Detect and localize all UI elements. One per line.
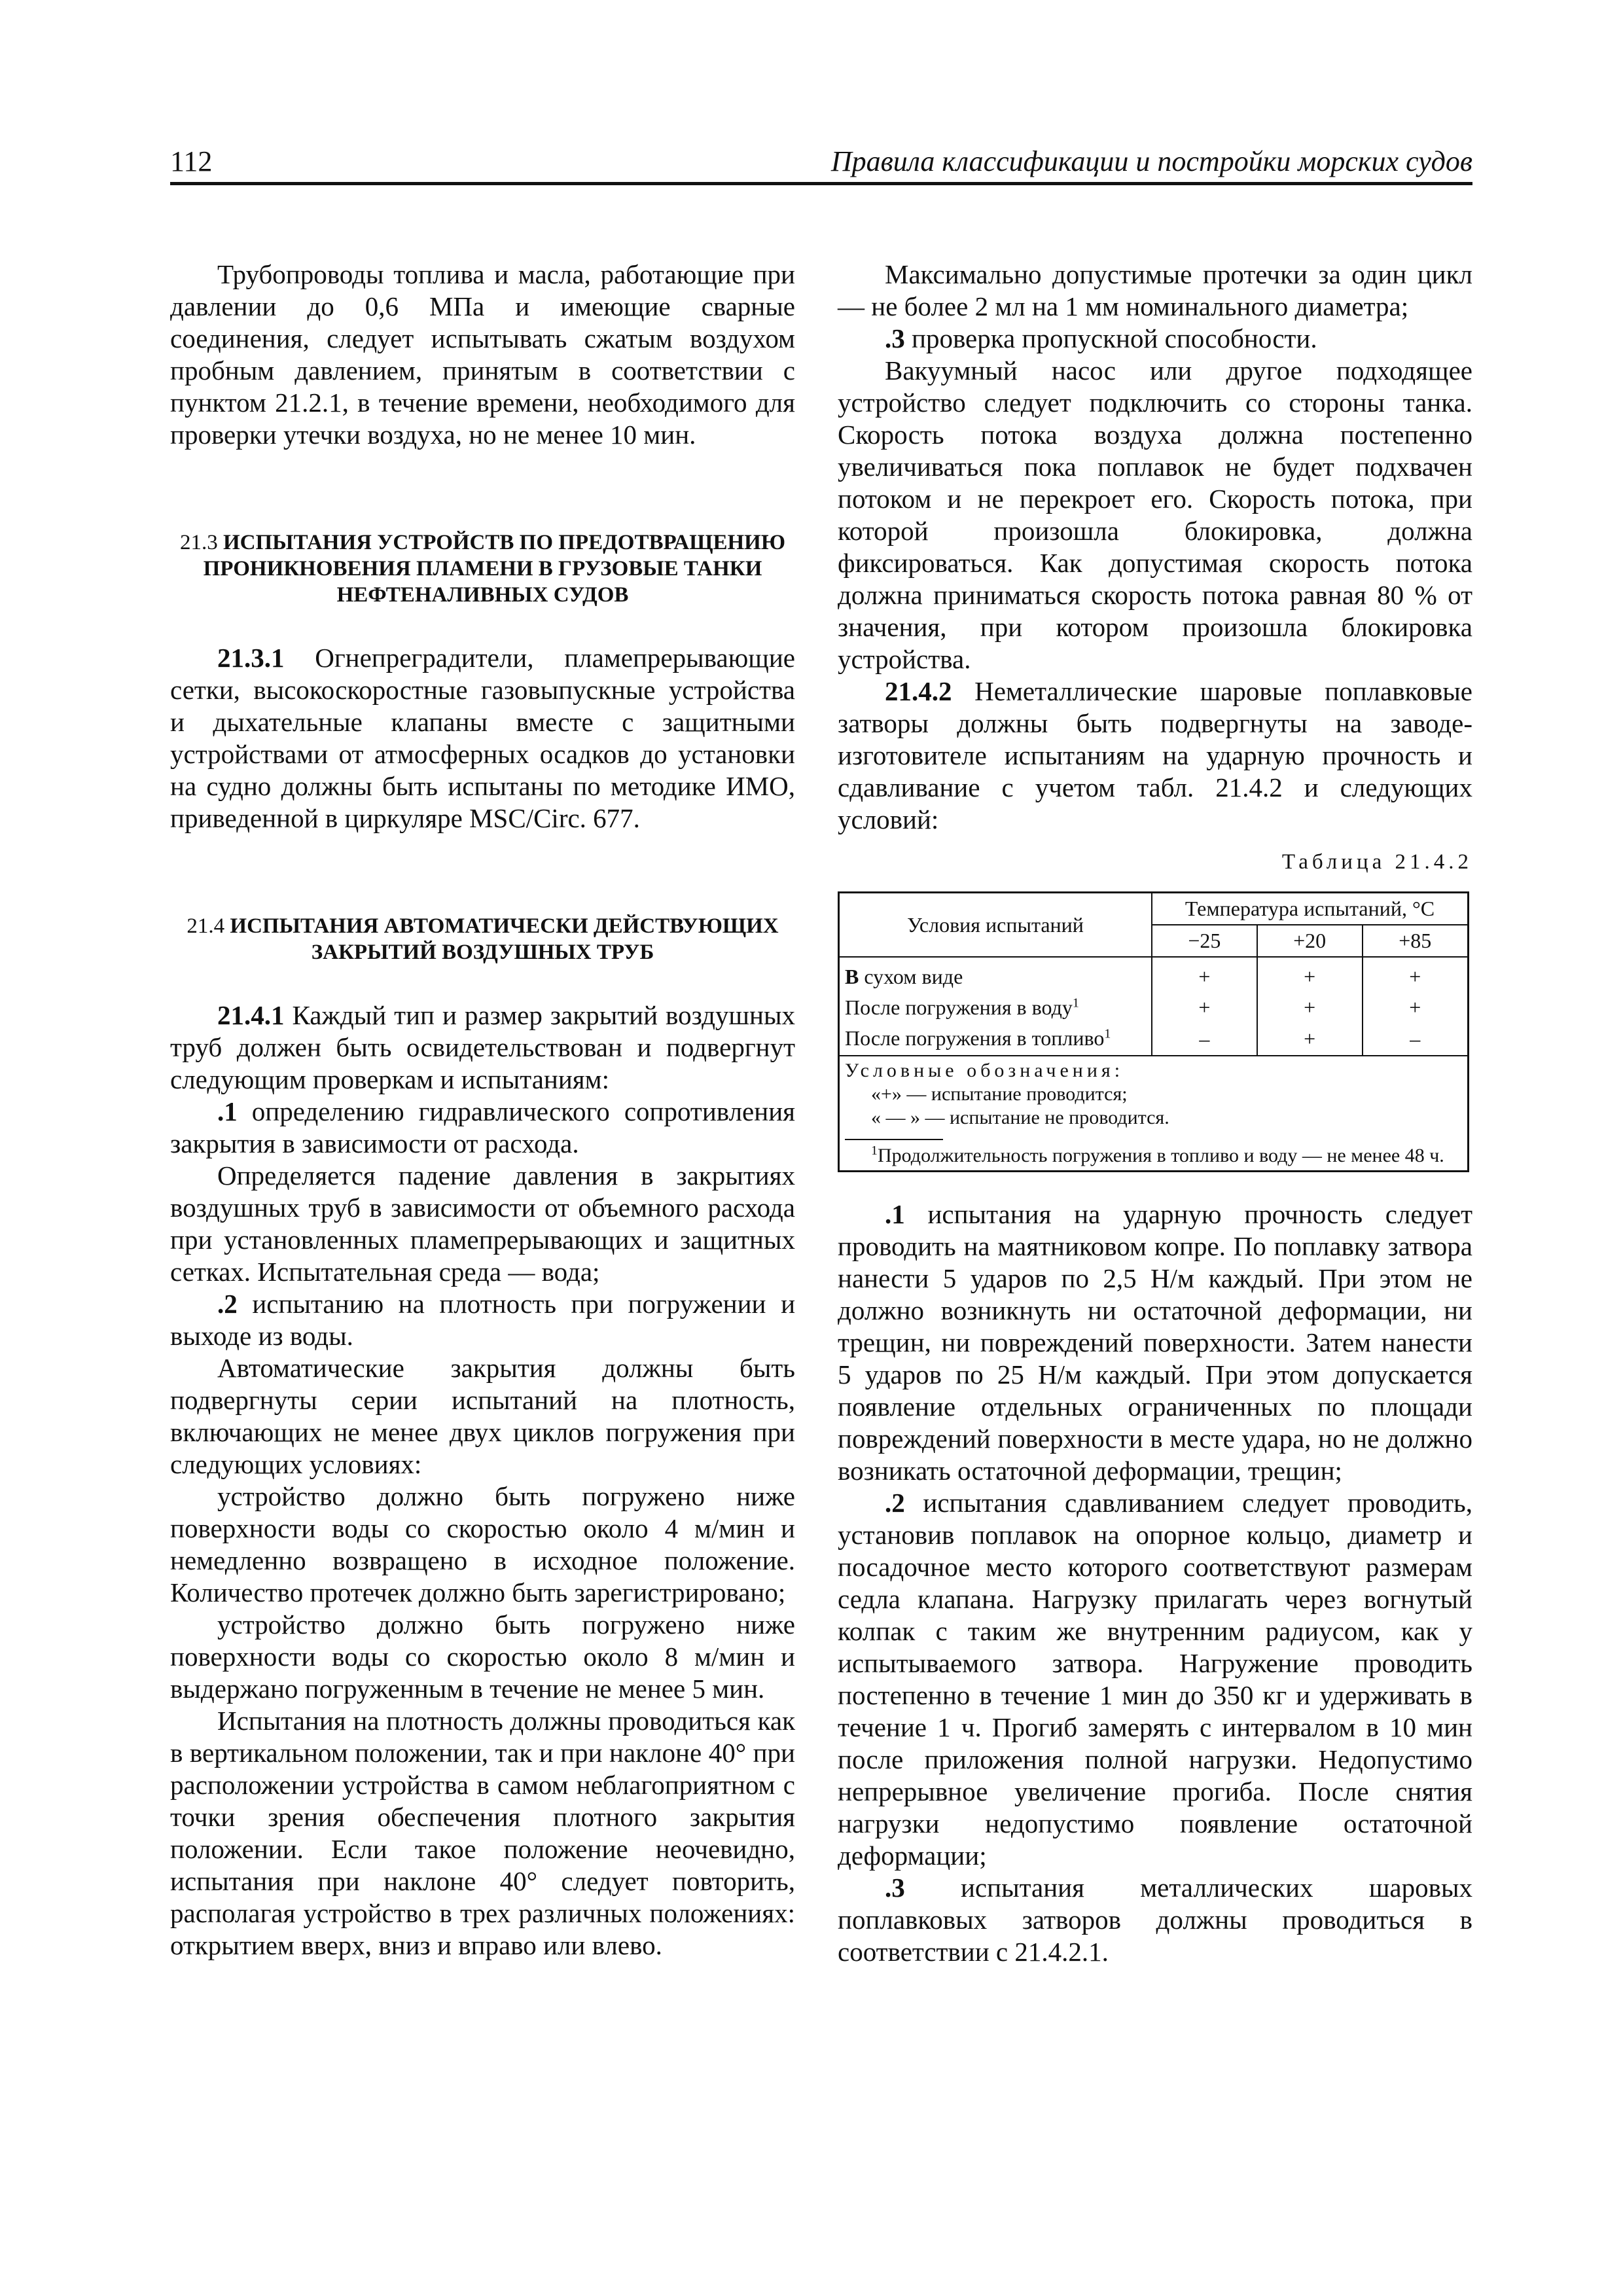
paragraph-21-3-1 (170, 642, 795, 834)
row-label-text: После погружения в воду (845, 996, 1073, 1019)
item-number: .1 (217, 1096, 238, 1126)
item-number: .1 (885, 1199, 905, 1229)
item-impact (838, 1198, 1472, 1487)
paragraph-flow: Определяется падение давления в закрытиях воздушных труб в зависимости от объемного расхода при установленных пламепрерывающих и защитных сетках. Испытательная среда — вода; (170, 1160, 795, 1287)
item-text: испытания сдавливанием следует проводить, установив поплавок на опорное кольцо, диаметр и посадочное место которого соответствуют размерам седла клапана. Нагрузку прилагать через вогнутый колпак с таким же внутренним радиусом, как у испытываемого затвора. Нагружение проводить постепенно в течение 1 мин до 350 кг и удерживать в течение 1 ч. Прогиб замерять с интервалом в 10 мин после приложения полной нагрузки. Недопустимо непрерывное увеличение прогиба. После снятия нагрузки недопустимо появление остаточной деформации; (838, 1488, 1472, 1871)
paragraph-21-4-2 (838, 675, 1472, 836)
cell: – (1152, 1023, 1257, 1056)
row-label-text: После погружения в топливо (845, 1026, 1105, 1050)
clause-number: 21.4.1 (217, 1000, 285, 1030)
page-header (170, 143, 1472, 185)
temp-col-3: +85 (1363, 925, 1469, 957)
cell: + (1363, 992, 1469, 1023)
table-legend (839, 1056, 1469, 1172)
item-number: .2 (217, 1289, 238, 1319)
running-title: Правила классификации и постройки морских судов (830, 145, 1472, 177)
paragraph-vacuum: Вакуумный насос или другое подходящее устройство следует подключить со стороны танка. Скорость потока воздуха должна постепенно увеличиваться пока поплавок не будет подхвачен потоком и не перекроет его. Скорость потока, при которой произошла блокировка, должна фиксироваться. Как допустимая скорость потока должна приниматься скорость потока равная 80 % от значения, при котором произошла блокировка устройства. (838, 355, 1472, 674)
paragraph-device-1: устройство должно быть погружено ниже поверхности воды со скоростью около 4 м/мин и немедленно возвращено в исходное положение. Количество протечек должно быть зарегистрировано; (170, 1481, 795, 1607)
paragraph-21-4-1 (170, 999, 795, 1096)
section-title: ИСПЫТАНИЯ УСТРОЙСТВ ПО ПРЕДОТВРАЩЕНИЮ ПРОНИКНОВЕНИЯ ПЛАМЕНИ В ГРУЗОВЫЕ ТАНКИ НЕФТЕНАЛИВНЫХ СУДОВ (203, 531, 785, 607)
section-title: ИСПЫТАНИЯ АВТОМАТИЧЕСКИ ДЕЙСТВУЮЩИХ ЗАКРЫТИЙ ВОЗДУШНЫХ ТРУБ (230, 914, 779, 964)
left-column (170, 259, 795, 1962)
cell: + (1152, 957, 1257, 992)
test-conditions-table (838, 891, 1469, 1172)
spacer (838, 1172, 1472, 1198)
table-footnote (845, 1144, 1462, 1168)
item-3 (838, 323, 1472, 355)
table-caption: Таблица 21.4.2 (1281, 850, 1472, 874)
item-text: испытания на ударную прочность следует проводить на маятниковом копре. По поплавку затвора нанести 5 ударов по 2,5 Н/м каждый. При этом не должно возникнуть ни остаточной деформации, ни трещин, ни повреждений поверхности. Затем нанести 5 ударов по 25 Н/м каждый. При этом допускается появление отдельных ограниченных по площади повреждений поверхности в месте удара, но не должно возникать остаточной деформации, трещин; (838, 1199, 1473, 1486)
item-text: испытания металлических шаровых поплавковых затворов должны проводиться в соответствии с 21.4.2.1. (838, 1873, 1472, 1967)
item-1 (170, 1096, 795, 1160)
item-number: .3 (885, 323, 905, 353)
section-number: 21.4 (187, 914, 225, 938)
clause-number: 21.3.1 (217, 643, 285, 673)
paragraph-device-2: устройство должно быть погружено ниже поверхности воды со скоростью около 8 м/мин и выдержано погруженным в течение не менее 5 мин. (170, 1609, 795, 1704)
cell: – (1363, 1023, 1469, 1056)
footnote-rule (845, 1139, 943, 1140)
temp-col-1: −25 (1152, 925, 1257, 957)
table-legend-row (839, 1056, 1469, 1172)
header-conditions: Условия испытаний (839, 893, 1152, 958)
page-number: 112 (170, 145, 213, 177)
paragraph-leak: Максимально допустимые протечки за один цикл — не более 2 мл на 1 мм номинального диаметра; (838, 259, 1472, 321)
clause-text: Огнепреградители, пламепрерывающие сетки, высокоскоростные газовыпускные устройства и дыхательные клапаны вместе с защитными устройствами от атмосферных осадков до установки на судно должны быть испытаны по методике ИМО, приведенной в циркуляре MSC/Circ. 677. (170, 643, 795, 833)
cell: + (1152, 992, 1257, 1023)
paragraph-tightness: Испытания на плотность должны проводиться как в вертикальном положении, так и при наклоне 40° при расположении устройства в самом неблагоприятном с точки зрения обеспечения плотного закрытия положении. Если такое положение неочевидно, испытания при наклоне 40° следует повторить, располагая устройство в трех различных положениях: открытием вверх, вниз и вправо или влево. (170, 1706, 795, 1960)
row-label (839, 992, 1152, 1023)
legend-plus: «+» — испытание проводится; (871, 1083, 1128, 1105)
footnote-text: Продолжительность погружения в топливо и воду — не менее 48 ч. (878, 1145, 1444, 1166)
cell: + (1257, 992, 1363, 1023)
cell: + (1257, 1023, 1363, 1056)
table-header-row (839, 893, 1469, 925)
item-compression (838, 1487, 1472, 1872)
footnote-marker: 1 (1104, 1026, 1111, 1041)
item-number: .2 (885, 1488, 905, 1518)
row-label: В сухом виде (839, 957, 1152, 992)
footnote-marker: 1 (1072, 996, 1079, 1011)
item-text: испытанию на плотность при погружении и выходе из воды. (170, 1289, 796, 1351)
section-heading-21-4 (170, 913, 795, 965)
cell: + (1257, 957, 1363, 992)
item-metal-floats (838, 1872, 1472, 1968)
section-heading-21-3 (170, 529, 795, 608)
row-label-rest: сухом виде (859, 965, 963, 988)
paragraph-auto: Автоматические закрытия должны быть подвергнуты серии испытаний на плотность, включающих не менее двух циклов погружения при следующих условиях: (170, 1353, 795, 1479)
header-temperature: Температура испытаний, °С (1152, 893, 1469, 925)
item-2 (170, 1288, 795, 1352)
paragraph-pipelines: Трубопроводы топлива и масла, работающие при давлении до 0,6 МПа и имеющие сварные соединения, следует испытывать сжатым воздухом пробным давлением, принятым в соответствии с пунктом 21.2.1, в течение времени, необходимого для проверки утечки воздуха, но не менее 10 мин. (170, 259, 795, 450)
temp-col-2: +20 (1257, 925, 1363, 957)
clause-text: Неметаллические шаровые поплавковые затворы должны быть подвергнуты на заводе-изготовителе испытаниям на ударную прочность и сдавливание с учетом табл. 21.4.2 и следующих условий: (838, 676, 1472, 834)
table-row (839, 957, 1469, 992)
cell: + (1363, 957, 1469, 992)
section-number: 21.3 (180, 531, 218, 554)
legend-minus: « — » — испытание не проводится. (871, 1107, 1169, 1128)
table-row (839, 992, 1469, 1023)
clause-text: Каждый тип и размер закрытий воздушных труб должен быть освидетельствован и подвергнут следующим проверкам и испытаниям: (170, 1000, 795, 1094)
legend-title: Условные обозначения: (845, 1060, 1124, 1081)
item-number: .3 (885, 1873, 905, 1903)
footnote-marker: 1 (871, 1143, 878, 1158)
table-row (839, 1023, 1469, 1056)
row-label (839, 1023, 1152, 1056)
item-text: определению гидравлического сопротивления закрытия в зависимости от расхода. (170, 1096, 795, 1158)
item-text: проверка пропускной способности. (912, 323, 1317, 353)
right-column (838, 259, 1472, 1968)
clause-number: 21.4.2 (885, 676, 952, 706)
